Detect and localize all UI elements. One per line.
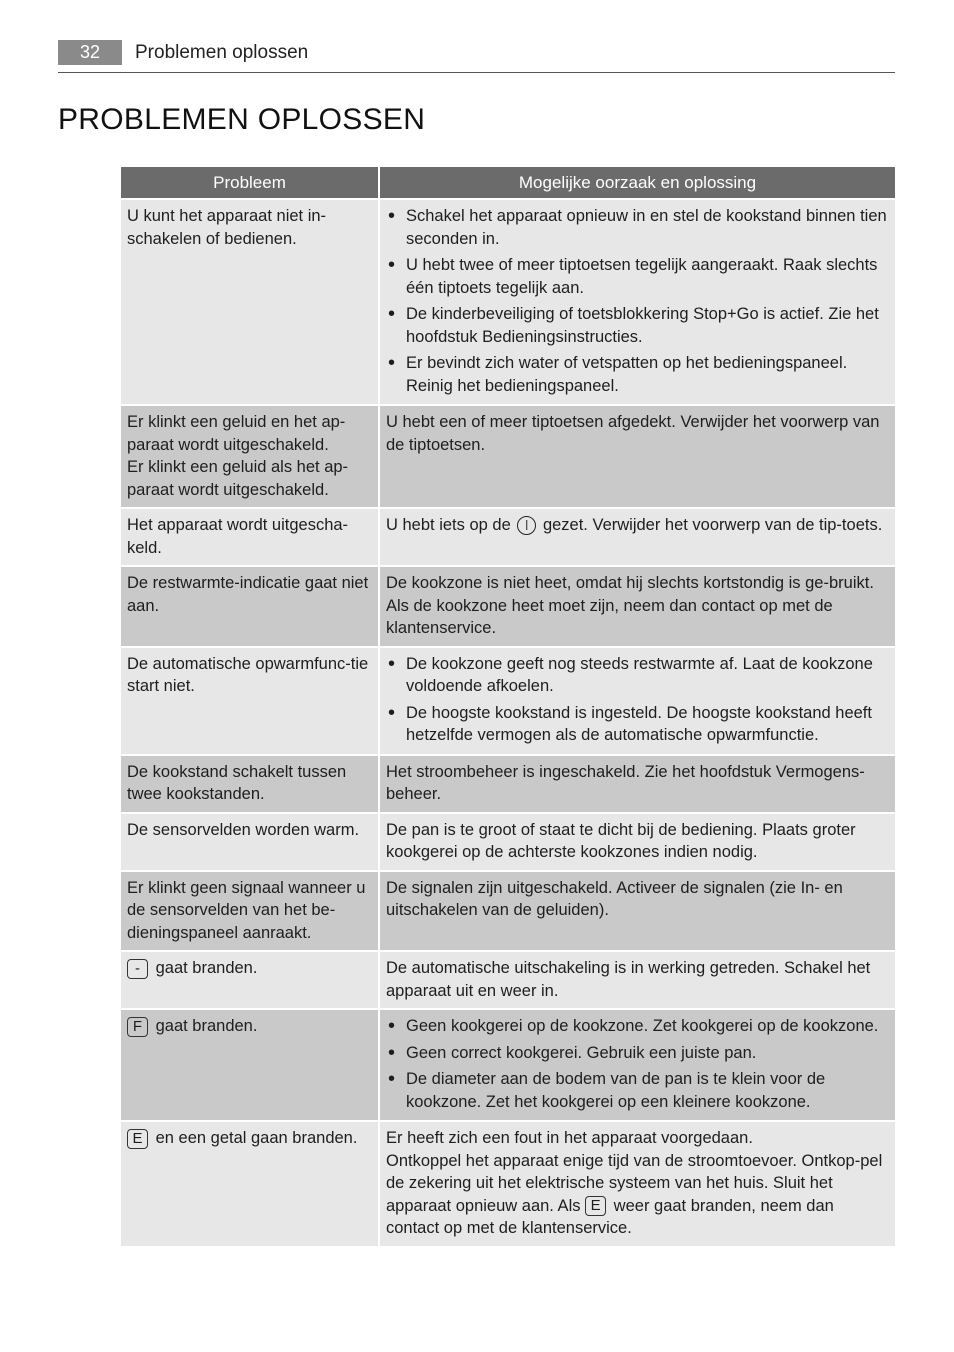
problem-cell: Het apparaat wordt uitgescha-keld. [121, 509, 378, 565]
table-row [121, 756, 895, 812]
problem-text: gaat branden. [155, 1017, 258, 1035]
problem-cell: Er klinkt geen signaal wanneer u de sensorvelden van het be-dieningspaneel aanraakt. [121, 872, 378, 951]
display-symbol-e: E [127, 1129, 148, 1149]
table-row [121, 200, 895, 404]
solution-cell: De kookzone is niet heet, omdat hij slechts kortstondig is ge-bruikt. Als de kookzone heet moet zijn, neem dan contact op met de klantenservice. [380, 567, 895, 646]
problem-text: en een getal gaan branden. [155, 1129, 358, 1147]
solution-cell [380, 648, 895, 754]
cause-item: • Geen kookgerei op de kookzone. Zet kookgerei op de kookzone. [386, 1015, 889, 1038]
table-row [121, 567, 895, 646]
table-row [121, 872, 895, 951]
problem-line: Er klinkt een geluid als het ap-paraat wordt uitgeschakeld. [127, 458, 349, 499]
cause-item: • Er bevindt zich water of vetspatten op het bedieningspaneel. Reinig het bedieningspaneel. [386, 352, 889, 397]
page-header [58, 40, 895, 73]
solution-cell: De pan is te groot of staat te dicht bij de bediening. Plaats groter kookgerei op de achterste kookzones indien nodig. [380, 814, 895, 870]
cause-item: • De hoogste kookstand is ingesteld. De hoogste kookstand heeft hetzelfde vermogen als de automatische opwarmfunctie. [386, 702, 889, 747]
header-section-title: Problemen oplossen [135, 42, 309, 63]
cause-item: • Schakel het apparaat opnieuw in en stel de kookstand binnen tien seconden in. [386, 205, 889, 250]
problem-cell [121, 1010, 378, 1120]
problem-cell: De kookstand schakelt tussen twee kookstanden. [121, 756, 378, 812]
table-row [121, 406, 895, 507]
solution-cell: Het stroombeheer is ingeschakeld. Zie het hoofdstuk Vermogens-beheer. [380, 756, 895, 812]
table-row [121, 1122, 895, 1246]
solution-cell [380, 1122, 895, 1246]
problem-cell: De sensorvelden worden warm. [121, 814, 378, 870]
solution-line: Er heeft zich een fout in het apparaat voorgedaan. [386, 1129, 753, 1147]
table-row [121, 814, 895, 870]
problem-cell: De restwarmte-indicatie gaat niet aan. [121, 567, 378, 646]
solution-cell [380, 200, 895, 404]
cause-list [386, 205, 889, 397]
table-header-row [121, 167, 895, 198]
column-header-solution: Mogelijke oorzaak en oplossing [380, 167, 895, 198]
cause-list [386, 1015, 889, 1113]
problem-cell: U kunt het apparaat niet in-schakelen of bedienen. [121, 200, 378, 404]
solution-text: Ontkoppel het apparaat enige tijd van de stroomtoevoer. Ontkop-pel de zekering uit het elektrische systeem van het huis. Sluit het apparaat opnieuw aan. Als [386, 1151, 883, 1215]
solution-text: gezet. Verwijder het voorwerp van de tip-toets. [542, 516, 883, 534]
solution-text: U hebt iets op de [386, 516, 511, 534]
problem-line: Er klinkt een geluid en het ap-paraat wordt uitgeschakeld. [127, 413, 346, 454]
troubleshooting-table-container [121, 167, 895, 1246]
display-symbol-e: E [585, 1196, 606, 1216]
solution-cell [380, 1010, 895, 1120]
table-row [121, 509, 895, 565]
page-title: PROBLEMEN OPLOSSEN [58, 103, 426, 136]
page-number: 32 [58, 40, 122, 65]
solution-text: weer gaat branden, neem dan contact op met de klantenservice. [386, 1196, 834, 1237]
solution-cell: U hebt een of meer tiptoetsen afgedekt. Verwijder het voorwerp van de tiptoetsen. [380, 406, 895, 507]
solution-cell [380, 509, 895, 565]
problem-cell: De automatische opwarmfunc-tie start niet. [121, 648, 378, 754]
cause-item: • De kinderbeveiliging of toetsblokkering Stop+Go is actief. Zie het hoofdstuk Bedieningsinstructies. [386, 303, 889, 348]
troubleshooting-table [119, 165, 897, 1248]
cause-list [386, 653, 889, 747]
problem-text: gaat branden. [155, 959, 258, 977]
table-row [121, 1010, 895, 1120]
power-icon [517, 516, 536, 535]
display-symbol-dash: - [127, 959, 148, 979]
display-symbol-f: F [127, 1017, 148, 1037]
table-row [121, 952, 895, 1008]
problem-cell [121, 1122, 378, 1246]
problem-cell [121, 952, 378, 1008]
solution-cell: De automatische uitschakeling is in werking getreden. Schakel het apparaat uit en weer in. [380, 952, 895, 1008]
column-header-problem: Probleem [121, 167, 378, 198]
problem-cell [121, 406, 378, 507]
cause-item: • De kookzone geeft nog steeds restwarmte af. Laat de kookzone voldoende afkoelen. [386, 653, 889, 698]
cause-item: • De diameter aan de bodem van de pan is te klein voor de kookzone. Zet het kookgerei op een kleinere kookzone. [386, 1068, 889, 1113]
cause-item: • U hebt twee of meer tiptoetsen tegelijk aangeraakt. Raak slechts één tiptoets tegelijk aan. [386, 254, 889, 299]
table-row [121, 648, 895, 754]
solution-cell: De signalen zijn uitgeschakeld. Activeer de signalen (zie In- en uitschakelen van de geluiden). [380, 872, 895, 951]
cause-item: • Geen correct kookgerei. Gebruik een juiste pan. [386, 1042, 889, 1065]
